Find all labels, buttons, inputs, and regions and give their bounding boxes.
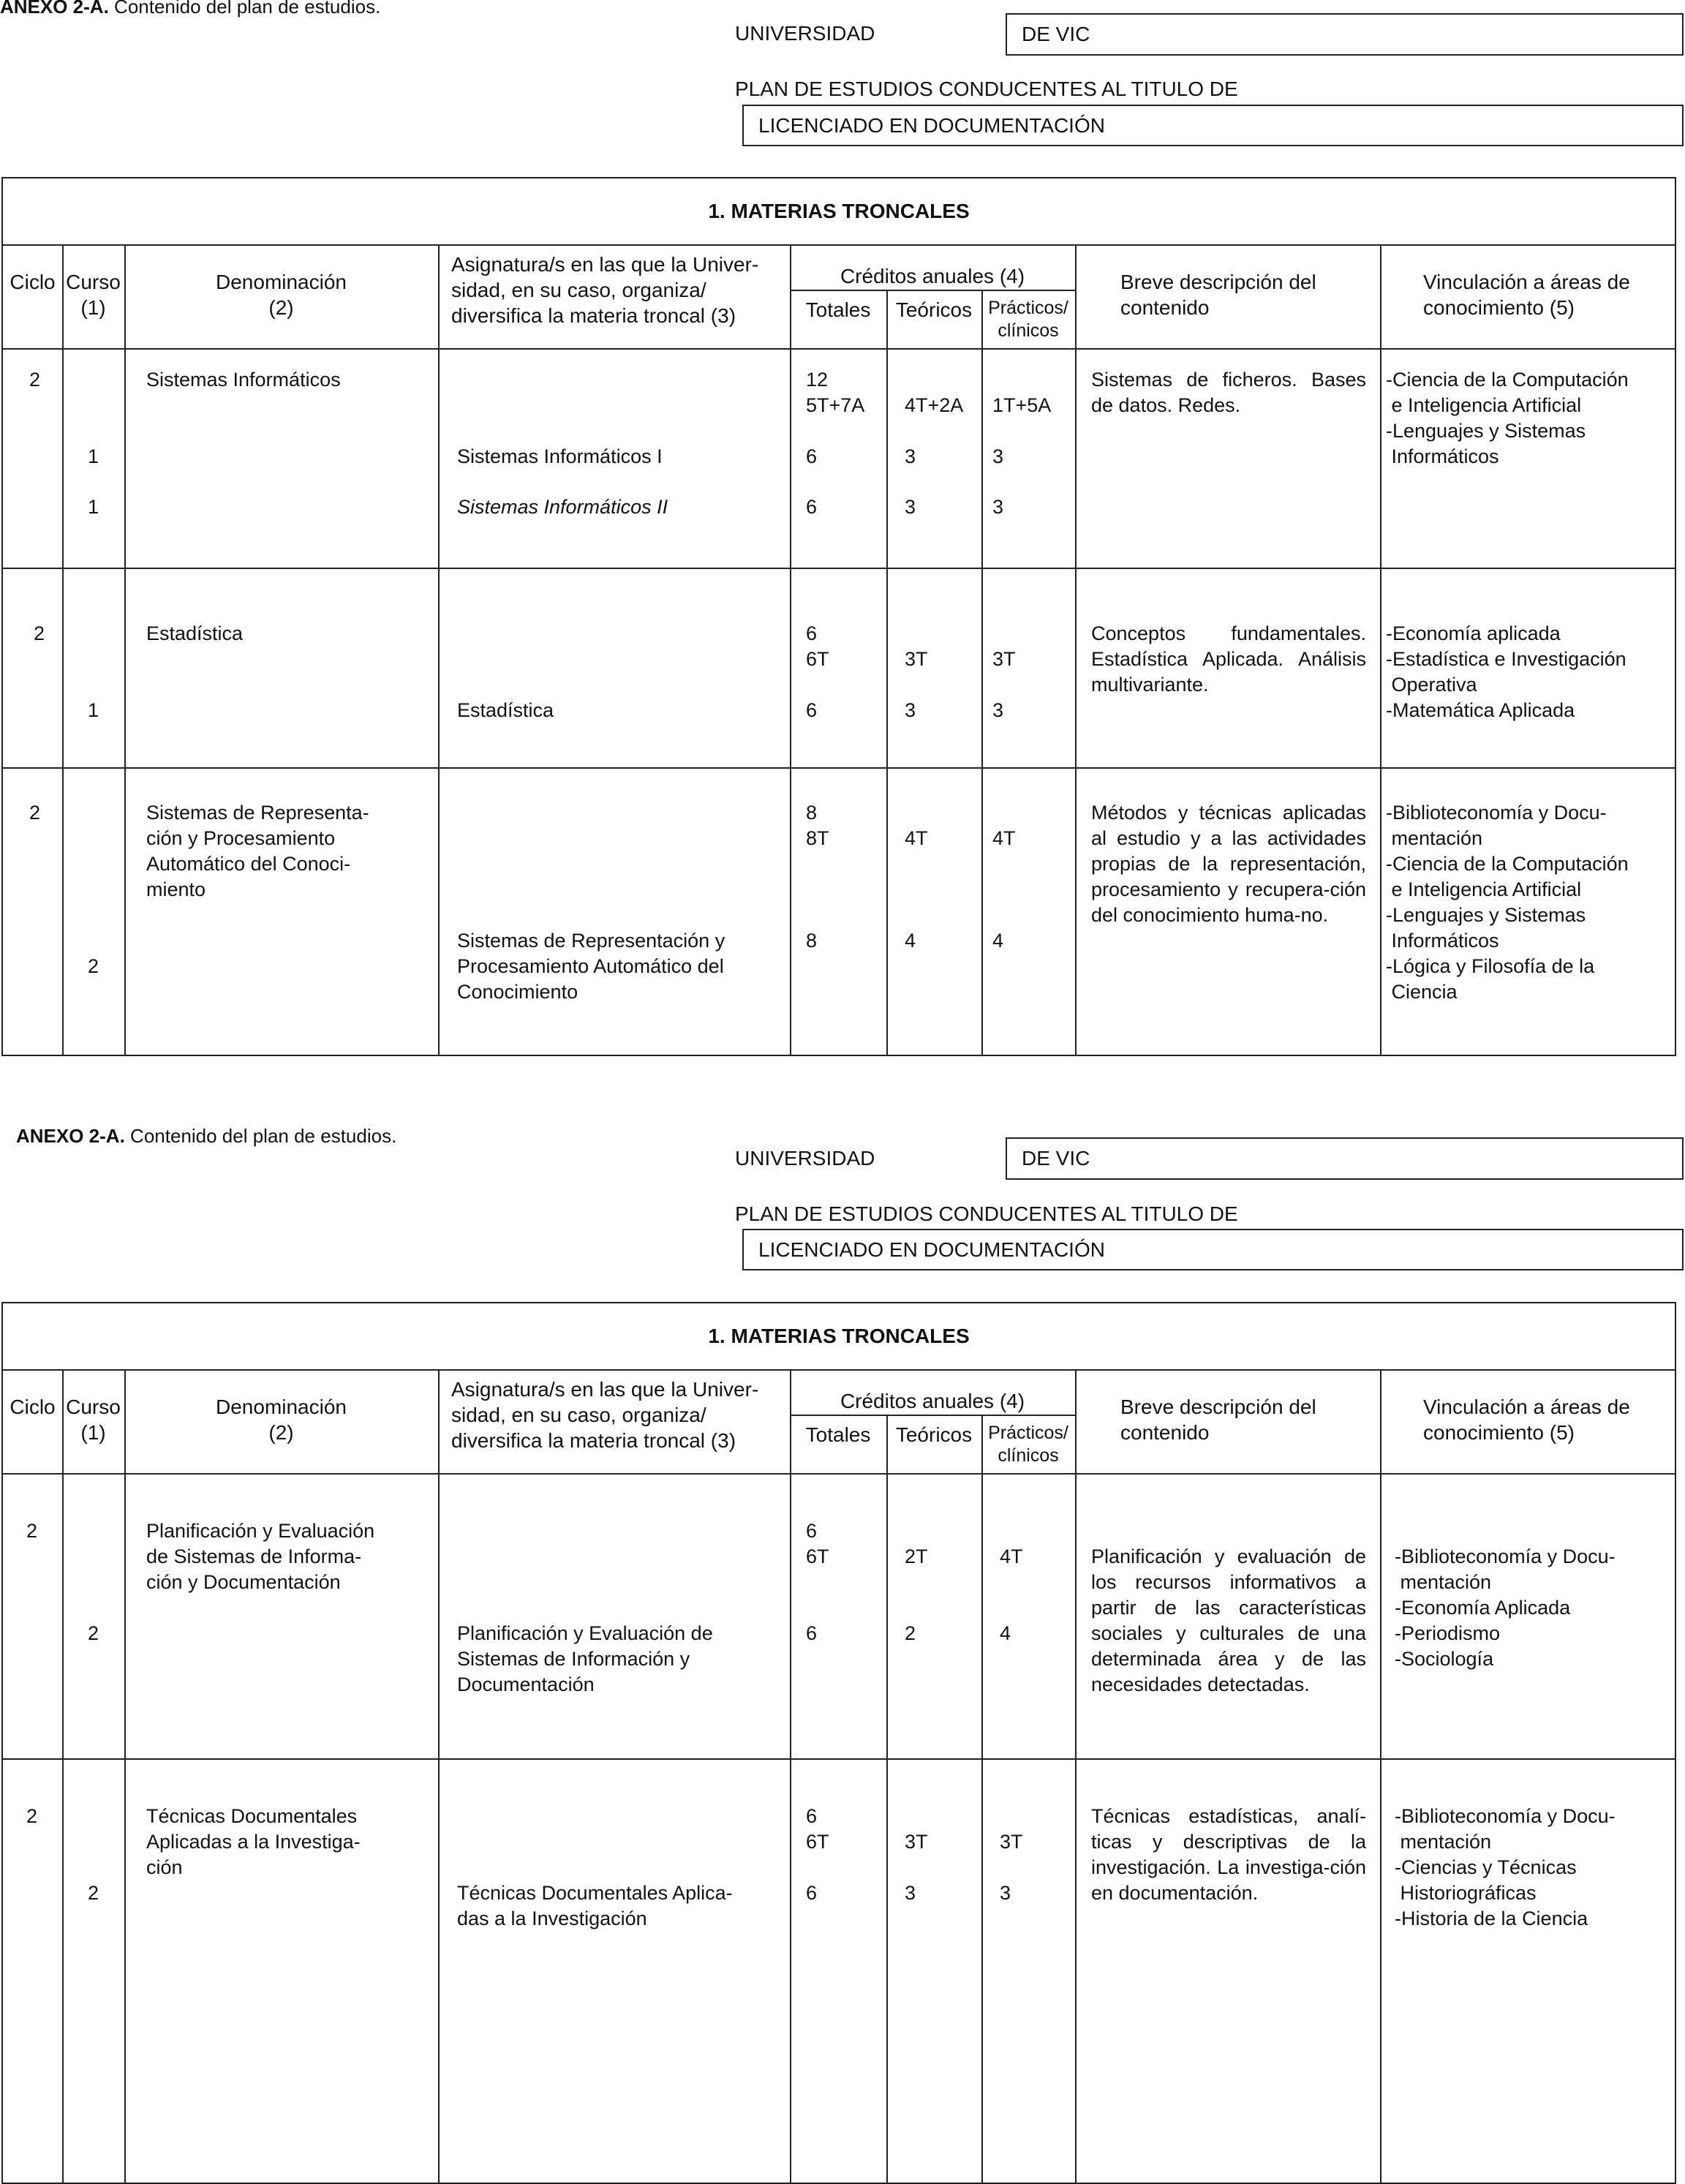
col-rule: [1380, 1369, 1381, 2183]
row-practicos-total: 3T: [992, 648, 1016, 670]
subject-practicos: 4: [1000, 1622, 1011, 1644]
col-rule: [62, 244, 64, 1055]
table-title: 1. MATERIAS TRONCALES: [3, 178, 1675, 246]
row-totales-total: 6 6T: [806, 622, 829, 670]
subject-practicos: 3: [992, 496, 1004, 518]
subject-asignatura: Planificación y Evaluación de Sistemas de Información y Documentación: [457, 1622, 713, 1695]
subject-curso: 2: [88, 955, 99, 977]
titulo-value: LICENCIADO EN DOCUMENTACIÓN: [758, 113, 1105, 137]
subject-curso: 2: [88, 1622, 99, 1644]
row-practicos-total: 3T: [1000, 1831, 1023, 1853]
row-vinculacion: -Biblioteconomía y Docu- mentación -Ciencias y Técnicas Historiográficas -Historia de la Ciencia: [1395, 1805, 1616, 1929]
subject-curso: 1: [88, 496, 99, 518]
col-rule: [1075, 244, 1077, 1055]
annex-caption: Contenido del plan de estudios.: [108, 0, 381, 18]
col-rule: [886, 1415, 888, 2183]
annex-number: ANEXO 2-A.: [0, 0, 109, 18]
col-rule: [790, 1369, 791, 2183]
row-practicos-total: 1T+5A: [992, 394, 1052, 416]
row-descripcion: Métodos y técnicas aplicadas al estudio y a las actividades propias de la representación, procesamiento y recupera-ción del conocimiento huma-no.: [1091, 802, 1366, 926]
col-rule: [124, 1369, 126, 2183]
annex-caption: Contenido del plan de estudios.: [124, 1125, 397, 1147]
row-totales-total: 8 8T: [806, 802, 829, 849]
row-separator: [3, 767, 1675, 769]
subject-totales: 6: [806, 1622, 818, 1644]
col-rule: [438, 1369, 440, 2183]
universidad-value: DE VIC: [1022, 23, 1090, 45]
header-bottom-rule: [3, 348, 1675, 350]
subject-totales: 8: [806, 930, 818, 952]
col-rule: [886, 290, 888, 1055]
header-vinculacion: Vinculación a áreas de conocimiento (5): [1423, 271, 1630, 319]
page-1: [0, 0, 1685, 1061]
row-separator: [3, 568, 1675, 569]
row-teoricos-total: 3T: [905, 1831, 928, 1853]
row-descripcion: Técnicas estadísticas, analí-ticas y descriptivas de la investigación. La investiga-ción en documentación.: [1091, 1805, 1366, 1904]
subject-asignatura: Sistemas Informáticos II: [457, 496, 668, 518]
subject-curso: 1: [88, 699, 99, 721]
header-asignatura: Asignatura/s en las que la Univer- sidad, en su caso, organiza/ diversifica la materia troncal (3): [451, 1378, 759, 1452]
row-vinculacion: -Biblioteconomía y Docu- mentación -Economía Aplicada -Periodismo -Sociología: [1395, 1545, 1616, 1670]
row-teoricos-total: 3T: [905, 648, 928, 670]
creditos-subheader-rule: [790, 1415, 1075, 1416]
row-denominacion: Estadística: [146, 622, 244, 644]
universidad-label: UNIVERSIDAD: [735, 1147, 875, 1170]
subject-asignatura: Sistemas Informáticos I: [457, 445, 663, 467]
row-teoricos-total: 2T: [905, 1545, 928, 1567]
plan-label: PLAN DE ESTUDIOS CONDUCENTES AL TITULO DE: [735, 78, 1238, 100]
row-teoricos-total: 4T: [905, 827, 928, 849]
subject-practicos: 3: [1000, 1882, 1011, 1904]
annex-number: ANEXO 2-A.: [16, 1125, 125, 1147]
subject-curso: 2: [88, 1882, 99, 1904]
row-denominacion: Sistemas de Representa- ción y Procesamiento Automático del Conoci- miento: [146, 802, 369, 900]
subject-totales: 6: [806, 1882, 818, 1904]
col-rule: [790, 244, 791, 1055]
universidad-field: [1006, 1137, 1684, 1180]
subject-teoricos: 3: [905, 445, 916, 467]
row-ciclo: 2: [26, 1520, 38, 1542]
header-vinculacion: Vinculación a áreas de conocimiento (5): [1423, 1396, 1630, 1444]
subject-totales: 6: [806, 699, 818, 721]
header-asignatura: Asignatura/s en las que la Univer- sidad, en su caso, organiza/ diversifica la materia troncal (3): [451, 253, 759, 327]
subject-totales: 6: [806, 496, 818, 518]
row-teoricos-total: 4T+2A: [905, 394, 964, 416]
col-rule: [1075, 1369, 1077, 2183]
subject-teoricos: 3: [905, 699, 916, 721]
materias-table: [1, 177, 1676, 1056]
subject-asignatura: Técnicas Documentales Aplica- das a la Investigación: [457, 1882, 733, 1929]
row-totales-total: 6 6T: [806, 1805, 829, 1853]
row-descripcion: Conceptos fundamentales. Estadística Aplicada. Análisis multivariante.: [1091, 622, 1366, 696]
row-denominacion: Técnicas Documentales Aplicadas a la Investiga- ción: [146, 1805, 361, 1878]
row-ciclo: 2: [34, 622, 45, 644]
header-totales: Totales: [805, 298, 871, 321]
plan-label: PLAN DE ESTUDIOS CONDUCENTES AL TITULO DE: [735, 1202, 1238, 1225]
header-ciclo: Ciclo: [10, 1396, 56, 1418]
row-ciclo: 2: [26, 1805, 38, 1827]
header-descripcion: Breve descripción del contenido: [1120, 1396, 1316, 1444]
subject-practicos: 3: [992, 445, 1004, 467]
page-2: [0, 1119, 1685, 2184]
row-vinculacion: -Biblioteconomía y Docu- mentación -Ciencia de la Computación e Inteligencia Artificial -Lenguajes y Sistemas Informáticos -Lógica y Filosofía de la Ciencia: [1386, 802, 1629, 1003]
header-practicos: Prácticos/ clínicos: [988, 298, 1068, 341]
subject-teoricos: 4: [905, 930, 916, 952]
universidad-label: UNIVERSIDAD: [735, 22, 875, 45]
header-practicos: Prácticos/ clínicos: [988, 1423, 1068, 1466]
row-descripcion: Planificación y evaluación de los recursos informativos a partir de las características sociales y culturales de una determinada área y de las necesidades detectadas.: [1091, 1545, 1366, 1695]
row-descripcion: Sistemas de ficheros. Bases de datos. Redes.: [1091, 369, 1366, 416]
header-curso: Curso (1): [66, 271, 121, 319]
subject-asignatura: Estadística: [457, 699, 554, 721]
universidad-field: [1006, 13, 1684, 56]
row-practicos-total: 4T: [1000, 1545, 1023, 1567]
row-separator: [3, 1758, 1675, 1760]
header-ciclo: Ciclo: [10, 271, 56, 293]
subject-asignatura: Sistemas de Representación y Procesamiento Automático del Conocimiento: [457, 930, 725, 1003]
row-ciclo: 2: [29, 802, 41, 824]
col-rule: [124, 244, 126, 1055]
subject-curso: 1: [88, 445, 99, 467]
row-ciclo: 2: [29, 369, 41, 391]
col-rule: [1380, 244, 1381, 1055]
subject-teoricos: 2: [905, 1622, 916, 1644]
header-creditos: Créditos anuales (4): [840, 1390, 1025, 1412]
subject-teoricos: 3: [905, 1882, 916, 1904]
header-totales: Totales: [805, 1423, 871, 1446]
col-rule: [62, 1369, 64, 2183]
row-practicos-total: 4T: [992, 827, 1016, 849]
row-denominacion: Sistemas Informáticos: [146, 369, 341, 391]
header-denominacion: Denominación (2): [216, 271, 347, 319]
subject-practicos: 3: [992, 699, 1004, 721]
col-rule: [438, 244, 440, 1055]
annex-heading: [0, 0, 380, 18]
col-rule: [981, 1415, 983, 2183]
subject-practicos: 4: [992, 930, 1004, 952]
header-teoricos: Teóricos: [895, 298, 973, 321]
universidad-value: DE VIC: [1022, 1147, 1090, 1170]
creditos-subheader-rule: [790, 290, 1075, 291]
row-totales-total: 12 5T+7A: [806, 369, 865, 416]
subject-teoricos: 3: [905, 496, 916, 518]
header-curso: Curso (1): [66, 1396, 121, 1444]
col-rule: [981, 290, 983, 1055]
row-totales-total: 6 6T: [806, 1520, 829, 1567]
annex-heading: [16, 1125, 396, 1148]
header-bottom-rule: [3, 1473, 1675, 1475]
header-teoricos: Teóricos: [895, 1423, 973, 1446]
titulo-field: [742, 105, 1684, 146]
titulo-value: LICENCIADO EN DOCUMENTACIÓN: [758, 1238, 1105, 1261]
row-vinculacion: -Ciencia de la Computación e Inteligencia Artificial -Lenguajes y Sistemas Informáticos: [1386, 369, 1629, 467]
row-vinculacion: -Economía aplicada -Estadística e Investigación Operativa -Matemática Aplicada: [1386, 622, 1626, 721]
header-descripcion: Breve descripción del contenido: [1120, 271, 1316, 319]
row-denominacion: Planificación y Evaluación de Sistemas de Informa- ción y Documentación: [146, 1520, 375, 1593]
titulo-field: [742, 1229, 1684, 1270]
header-denominacion: Denominación (2): [216, 1396, 347, 1444]
subject-totales: 6: [806, 445, 818, 467]
materias-table: [1, 1302, 1676, 2184]
header-creditos: Créditos anuales (4): [840, 265, 1025, 287]
table-title: 1. MATERIAS TRONCALES: [3, 1303, 1675, 1371]
